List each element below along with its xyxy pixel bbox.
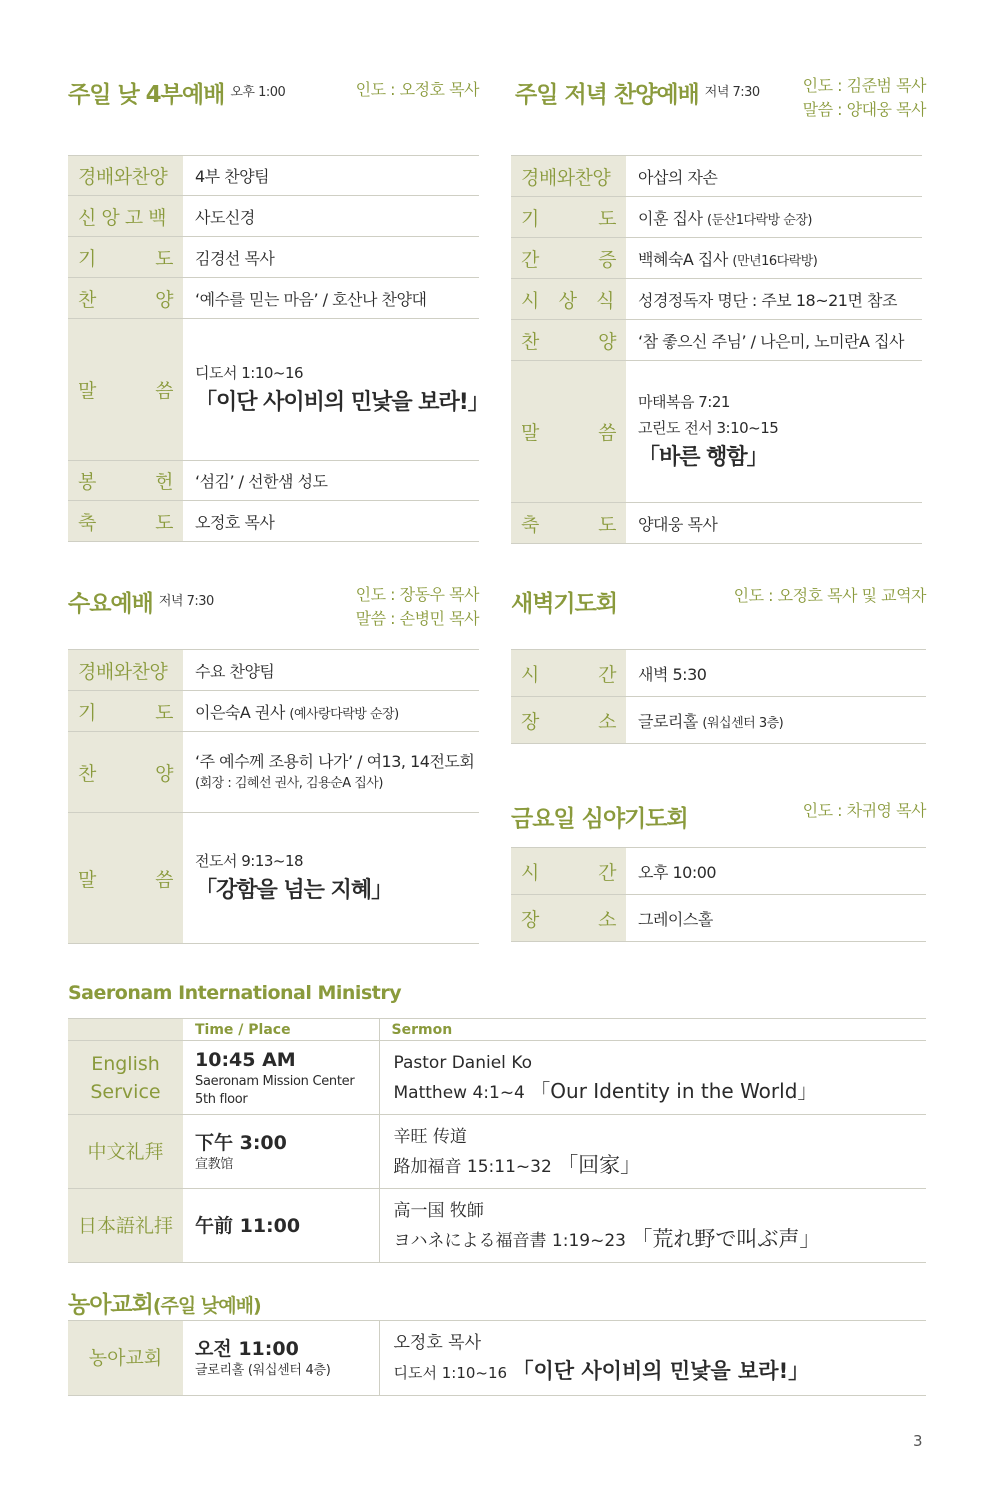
table-row xyxy=(68,461,479,501)
table-row xyxy=(68,1115,926,1189)
row-note: (둔산1다락방 순장) xyxy=(707,212,812,228)
sunday4-leaders xyxy=(356,78,479,102)
wednesday-title: 수요예배 xyxy=(68,591,153,617)
sunday4-leader: 인도 : 오정호 목사 xyxy=(355,80,479,99)
header-sermon: Sermon xyxy=(379,1019,926,1041)
row-label: 경배와찬양 xyxy=(68,156,183,196)
row-value: 이은숙A 권사 xyxy=(195,702,285,722)
dawn-leader: 인도 : 오정호 목사 및 교역자 xyxy=(733,586,926,605)
row-label: 기 도 xyxy=(78,701,173,724)
sermon-preacher: 高一国 牧師 xyxy=(393,1200,484,1221)
row-value: 수요 찬양팀 xyxy=(183,650,479,691)
sunday4-time: 오후 1:00 xyxy=(230,85,286,100)
table-row xyxy=(511,895,926,942)
table-row xyxy=(511,320,922,361)
service-place: 5th floor xyxy=(195,1091,248,1107)
table-row xyxy=(68,1189,926,1263)
row-value: 그레이스홀 xyxy=(626,895,926,942)
row-label: 기 도 xyxy=(78,247,173,270)
sermon-reference: 디도서 1:10~16 xyxy=(393,1364,508,1382)
sermon-title: 「이단 사이비의 민낯을 보라!」 xyxy=(512,1359,810,1383)
table-row xyxy=(511,197,922,238)
dawn-leaders xyxy=(734,584,926,608)
row-note: (만년16다락방) xyxy=(732,253,818,269)
friday-leaders xyxy=(803,799,926,823)
intl-table xyxy=(68,1018,926,1263)
sunday4-title: 주일 낮 4부예배 xyxy=(68,82,225,108)
header-time-place: Time / Place xyxy=(183,1019,379,1041)
row-value: ‘예수를 믿는 마음’ / 호산나 찬양대 xyxy=(183,278,479,319)
sunday4-table xyxy=(68,155,489,542)
sermon-reference: 路加福音 15:11~32 xyxy=(393,1156,552,1177)
sermon-title: 「이단 사이비의 민낯을 보라!」 xyxy=(195,389,489,415)
service-name: English xyxy=(91,1052,160,1075)
sermon-reference: 디도서 1:10~16 xyxy=(195,363,304,382)
row-value: 양대웅 목사 xyxy=(626,503,922,544)
row-label: 신 앙 고 백 xyxy=(68,196,183,237)
row-label: 경배와찬양 xyxy=(511,156,626,197)
row-label: 장 소 xyxy=(521,710,616,733)
wednesday-table xyxy=(68,649,479,944)
table-row xyxy=(68,813,479,944)
sermon-reference: Matthew 4:1~4 xyxy=(393,1082,525,1103)
table-row xyxy=(68,650,479,691)
wednesday-time: 저녁 7:30 xyxy=(158,594,214,609)
table-row xyxy=(68,1041,926,1115)
table-row xyxy=(511,848,926,895)
service-time: 下午 3:00 xyxy=(195,1131,287,1154)
sermon-title: 「Our Identity in the World」 xyxy=(530,1078,818,1103)
sermon-title: 「강함을 넘는 지혜」 xyxy=(195,878,393,903)
sermon-title: 「바른 행함」 xyxy=(638,444,768,470)
row-value: 아삽의 자손 xyxy=(626,156,922,197)
sermon-reference: 전도서 9:13~18 xyxy=(195,852,304,870)
friday-table xyxy=(511,847,926,942)
row-label: 축 도 xyxy=(521,513,616,536)
service-time: 午前 11:00 xyxy=(195,1214,301,1237)
row-note: (예사랑다락방 순장) xyxy=(289,706,399,722)
row-label: 말 씀 xyxy=(78,868,173,891)
row-note: (회장 : 김혜선 권사, 김용순A 집사) xyxy=(195,776,383,791)
friday-title: 금요일 심야기도회 xyxy=(511,806,688,832)
table-row xyxy=(68,1321,926,1396)
service-name: 日本語礼拝 xyxy=(77,1214,173,1237)
row-label: 시 간 xyxy=(521,861,616,884)
table-header-row xyxy=(68,1019,926,1041)
row-value: ‘주 예수께 조용히 나가’ / 여13, 14전도회 xyxy=(195,752,475,771)
wednesday-preacher: 말씀 : 손병민 목사 xyxy=(355,609,479,628)
evening-preacher: 말씀 : 양대웅 목사 xyxy=(802,100,926,119)
sermon-reference: ヨハネによる福音書 1:19~23 xyxy=(393,1230,626,1251)
row-note: (워십센터 3층) xyxy=(702,715,784,731)
row-label: 시 상 식 xyxy=(521,289,614,312)
evening-title: 주일 저녁 찬양예배 xyxy=(515,82,699,108)
table-row xyxy=(68,691,479,732)
table-row xyxy=(68,501,479,542)
table-row xyxy=(68,196,479,237)
service-time: 오전 11:00 xyxy=(195,1338,299,1360)
dawn-heading xyxy=(511,585,617,618)
intl-title: Saeronam International Ministry xyxy=(68,982,402,1004)
evening-time: 저녁 7:30 xyxy=(704,85,760,100)
table-row xyxy=(68,156,479,196)
sermon-reference: 마태복음 7:21 xyxy=(638,392,730,411)
row-value: 성경정독자 명단 : 주보 18~21면 참조 xyxy=(626,279,922,320)
row-label: 간 증 xyxy=(521,248,616,271)
row-value: 새벽 5:30 xyxy=(626,650,926,697)
table-row xyxy=(511,279,922,320)
wednesday-leaders xyxy=(356,583,479,631)
wednesday-leader: 인도 : 장동우 목사 xyxy=(355,585,479,604)
row-label: 축 도 xyxy=(78,511,173,534)
service-name: Service xyxy=(90,1080,161,1103)
service-name: 中文礼拜 xyxy=(87,1140,164,1163)
evening-leader: 인도 : 김준범 목사 xyxy=(802,76,926,95)
row-value: 사도신경 xyxy=(183,196,479,237)
row-label: 찬 양 xyxy=(78,762,173,785)
row-label: 찬 양 xyxy=(521,330,616,353)
deaf-title: 농아교회 xyxy=(68,1292,153,1318)
service-place: Saeronam Mission Center xyxy=(195,1073,355,1089)
deaf-table xyxy=(68,1320,926,1396)
row-label: 찬 양 xyxy=(78,288,173,311)
wednesday-heading xyxy=(68,585,214,618)
row-value: 글로리홀 xyxy=(638,711,698,731)
row-label: 말 씀 xyxy=(521,422,616,444)
table-row xyxy=(511,650,926,697)
table-row xyxy=(511,156,922,197)
table-row xyxy=(68,278,479,319)
friday-leader: 인도 : 차귀영 목사 xyxy=(802,801,926,820)
evening-leaders xyxy=(803,74,926,122)
dawn-table xyxy=(511,649,926,744)
table-row xyxy=(68,237,479,278)
row-value: 4부 찬양팀 xyxy=(183,156,479,196)
sunday4-heading xyxy=(68,76,285,109)
row-label: 기 도 xyxy=(521,207,616,230)
table-row xyxy=(68,732,479,813)
table-row xyxy=(511,361,922,503)
sermon-preacher: Pastor Daniel Ko xyxy=(393,1052,533,1073)
service-name: 농아교회 xyxy=(68,1321,183,1396)
deaf-subtitle: (주일 낮예배) xyxy=(152,1295,261,1317)
table-row xyxy=(511,238,922,279)
sermon-preacher: 辛旺 传道 xyxy=(393,1126,467,1147)
table-row xyxy=(511,503,922,544)
row-label: 경배와찬양 xyxy=(68,650,183,691)
dawn-title: 새벽기도회 xyxy=(511,591,618,617)
row-value: 오정호 목사 xyxy=(183,501,479,542)
sermon-title: 「荒れ野で叫ぶ声」 xyxy=(631,1226,821,1251)
deaf-heading xyxy=(68,1286,261,1319)
row-value: 오후 10:00 xyxy=(626,848,926,895)
row-value: 백혜숙A 집사 xyxy=(638,249,728,269)
page-number: 3 xyxy=(913,1432,923,1450)
row-value: 이훈 집사 xyxy=(638,208,703,228)
sermon-preacher: 오정호 목사 xyxy=(393,1333,482,1353)
row-label: 시 간 xyxy=(521,663,616,686)
evening-heading xyxy=(515,76,760,109)
row-label: 장 소 xyxy=(521,908,616,931)
sermon-title: 「回家」 xyxy=(557,1152,642,1177)
row-value: 김경선 목사 xyxy=(183,237,479,278)
row-value: ‘섬김’ / 선한샘 성도 xyxy=(183,461,479,501)
sermon-reference: 고린도 전서 3:10~15 xyxy=(638,418,779,437)
row-value: ‘참 좋으신 주님’ / 나은미, 노미란A 집사 xyxy=(626,320,922,361)
row-label: 말 씀 xyxy=(78,380,173,402)
evening-table xyxy=(511,155,922,544)
service-time: 10:45 AM xyxy=(195,1048,296,1071)
service-place: 宣教馆 xyxy=(195,1156,234,1172)
friday-heading xyxy=(511,800,688,833)
service-place: 글로리홀 (워십센터 4층) xyxy=(195,1363,331,1378)
table-row xyxy=(511,697,926,744)
table-row xyxy=(68,319,479,461)
row-label: 봉 헌 xyxy=(78,471,173,493)
